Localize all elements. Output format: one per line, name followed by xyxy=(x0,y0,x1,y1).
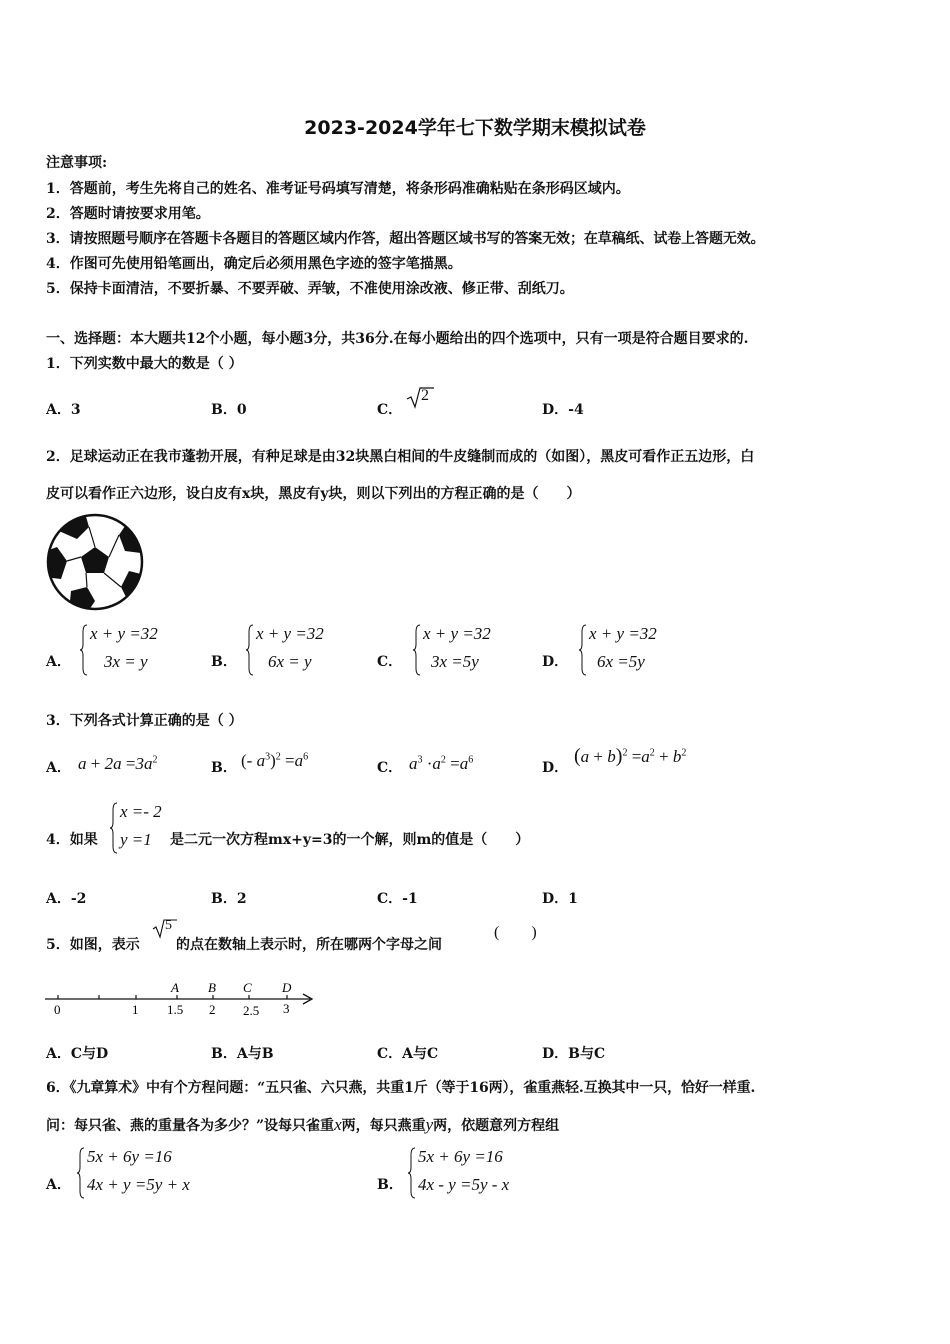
q3-option-c-expr: $a^3 \cdot a^2 =a^6$ xyxy=(409,754,474,773)
q3-option-b-label: B． xyxy=(211,760,237,776)
q5-stem-pre: 5．如图，表示 xyxy=(46,937,140,953)
q5-stem-post: 的点在数轴上表示时，所在哪两个字母之间 xyxy=(176,937,442,953)
notice-item: 3．请按照题号顺序在答题卡各题目的答题区域内作答，超出答题区域书写的答案无效；在草稿纸、试卷上答题无效。 xyxy=(46,231,765,247)
q5-option-b: B．A与B xyxy=(211,1046,274,1062)
axis-number: 2 xyxy=(209,1002,216,1017)
q2-option-c-label: C． xyxy=(377,654,403,670)
q4-stem-pre: 4．如果 xyxy=(46,832,98,848)
q1-option-a: A．3 xyxy=(46,402,81,418)
q3-option-a-expr: $a + 2a =3a^2$ xyxy=(78,754,158,773)
notice-item: 5．保持卡面清洁，不要折暴、不要弄破、弄皱，不准使用涂改液、修正带、刮纸刀。 xyxy=(46,281,574,297)
q2-stem-line1: 2．足球运动正在我市蓬勃开展，有种足球是由32块黑白相间的牛皮缝制而成的（如图），黑皮可看作正五边形，白 xyxy=(46,449,755,465)
q3-option-d-label: D． xyxy=(542,760,569,776)
axis-number: 3 xyxy=(283,1001,290,1016)
brace-icon xyxy=(579,624,587,676)
notice-heading: 注意事项: xyxy=(46,155,108,171)
q4-option-b: B．2 xyxy=(211,891,247,907)
section-heading: 一、选择题：本大题共12个小题，每小题3分，共36分.在每小题给出的四个选项中，只有一项是符合题目要求的. xyxy=(46,331,749,347)
axis-letter-a: A xyxy=(171,980,179,995)
q2-option-a-label: A． xyxy=(46,654,71,670)
notice-item: 1．答题前，考生先将自己的姓名、准考证号码填写清楚，将条形码准确粘贴在条形码区域内。 xyxy=(46,181,630,197)
q6-stem-line2: 问：每只雀、燕的重量各为多少？”设每只雀重x两，每只燕重y两，依题意列方程组 xyxy=(46,1115,560,1134)
brace-icon xyxy=(413,624,421,676)
q3-option-d-expr: $(a + b)^2 =a^2 + b^2$ xyxy=(574,745,687,767)
axis-number: 1.5 xyxy=(167,1002,184,1017)
q5-answer-paren: ( ) xyxy=(494,924,537,941)
q6-stem-line1: 6．《九章算术》中有个方程问题：“五只雀、六只燕，共重1斤（等于16两），雀重燕轻.互换其中一只，恰好一样重. xyxy=(46,1080,756,1096)
q2-option-b-label: B． xyxy=(211,654,237,670)
q1-option-c: C． xyxy=(377,402,403,418)
brace-icon xyxy=(80,624,88,676)
q1-stem: 1．下列实数中最大的数是（ ） xyxy=(46,356,243,372)
q3-stem: 3．下列各式计算正确的是（ ） xyxy=(46,713,243,729)
q6-option-b-label: B． xyxy=(377,1177,403,1193)
brace-icon xyxy=(77,1147,85,1199)
axis-letter-c: C xyxy=(243,980,252,995)
q5-option-c: C．A与C xyxy=(377,1046,439,1062)
q4-stem-post: 是二元一次方程mx+y=3的一个解，则m的值是（ ） xyxy=(170,832,530,848)
number-line-figure xyxy=(44,975,319,1025)
notice-item: 4．作图可先使用铅笔画出，确定后必须用黑色字迹的签字笔描黑。 xyxy=(46,256,462,272)
page-title: 2023-2024学年七下数学期末模拟试卷 xyxy=(304,117,646,139)
notice-item: 2．答题时请按要求用笔。 xyxy=(46,206,210,222)
q5-sqrt5: 5 xyxy=(152,917,178,943)
radical-sign-icon xyxy=(405,385,435,409)
q1-sqrt2: 2 xyxy=(405,385,435,413)
q5-option-d: D．B与C xyxy=(542,1046,606,1062)
brace-icon xyxy=(246,624,254,676)
q3-option-b-expr: (- $a^3)^2 =a^6$ xyxy=(241,751,309,770)
axis-number: 0 xyxy=(54,1002,61,1017)
axis-number: 1 xyxy=(132,1002,139,1017)
q4-option-a: A．-2 xyxy=(46,891,87,907)
axis-letter-d: D xyxy=(282,980,292,995)
q1-option-b: B．0 xyxy=(211,402,247,418)
q1-option-d: D．-4 xyxy=(542,402,584,418)
brace-icon xyxy=(110,802,118,854)
axis-number: 2.5 xyxy=(243,1003,260,1018)
q4-option-c: C．-1 xyxy=(377,891,418,907)
q2-option-d-label: D． xyxy=(542,654,569,670)
q5-option-a: A．C与D xyxy=(46,1046,109,1062)
q6-option-a-label: A． xyxy=(46,1177,71,1193)
q3-option-c-label: C． xyxy=(377,760,403,776)
q3-option-a-label: A． xyxy=(46,760,71,776)
q4-option-d: D．1 xyxy=(542,891,578,907)
axis-letter-b: B xyxy=(208,980,216,995)
soccer-ball-figure xyxy=(45,513,145,615)
brace-icon xyxy=(408,1147,416,1199)
q2-stem-line2: 皮可以看作正六边形，设白皮有x块，黑皮有y块，则以下列出的方程正确的是（ ） xyxy=(46,486,581,502)
